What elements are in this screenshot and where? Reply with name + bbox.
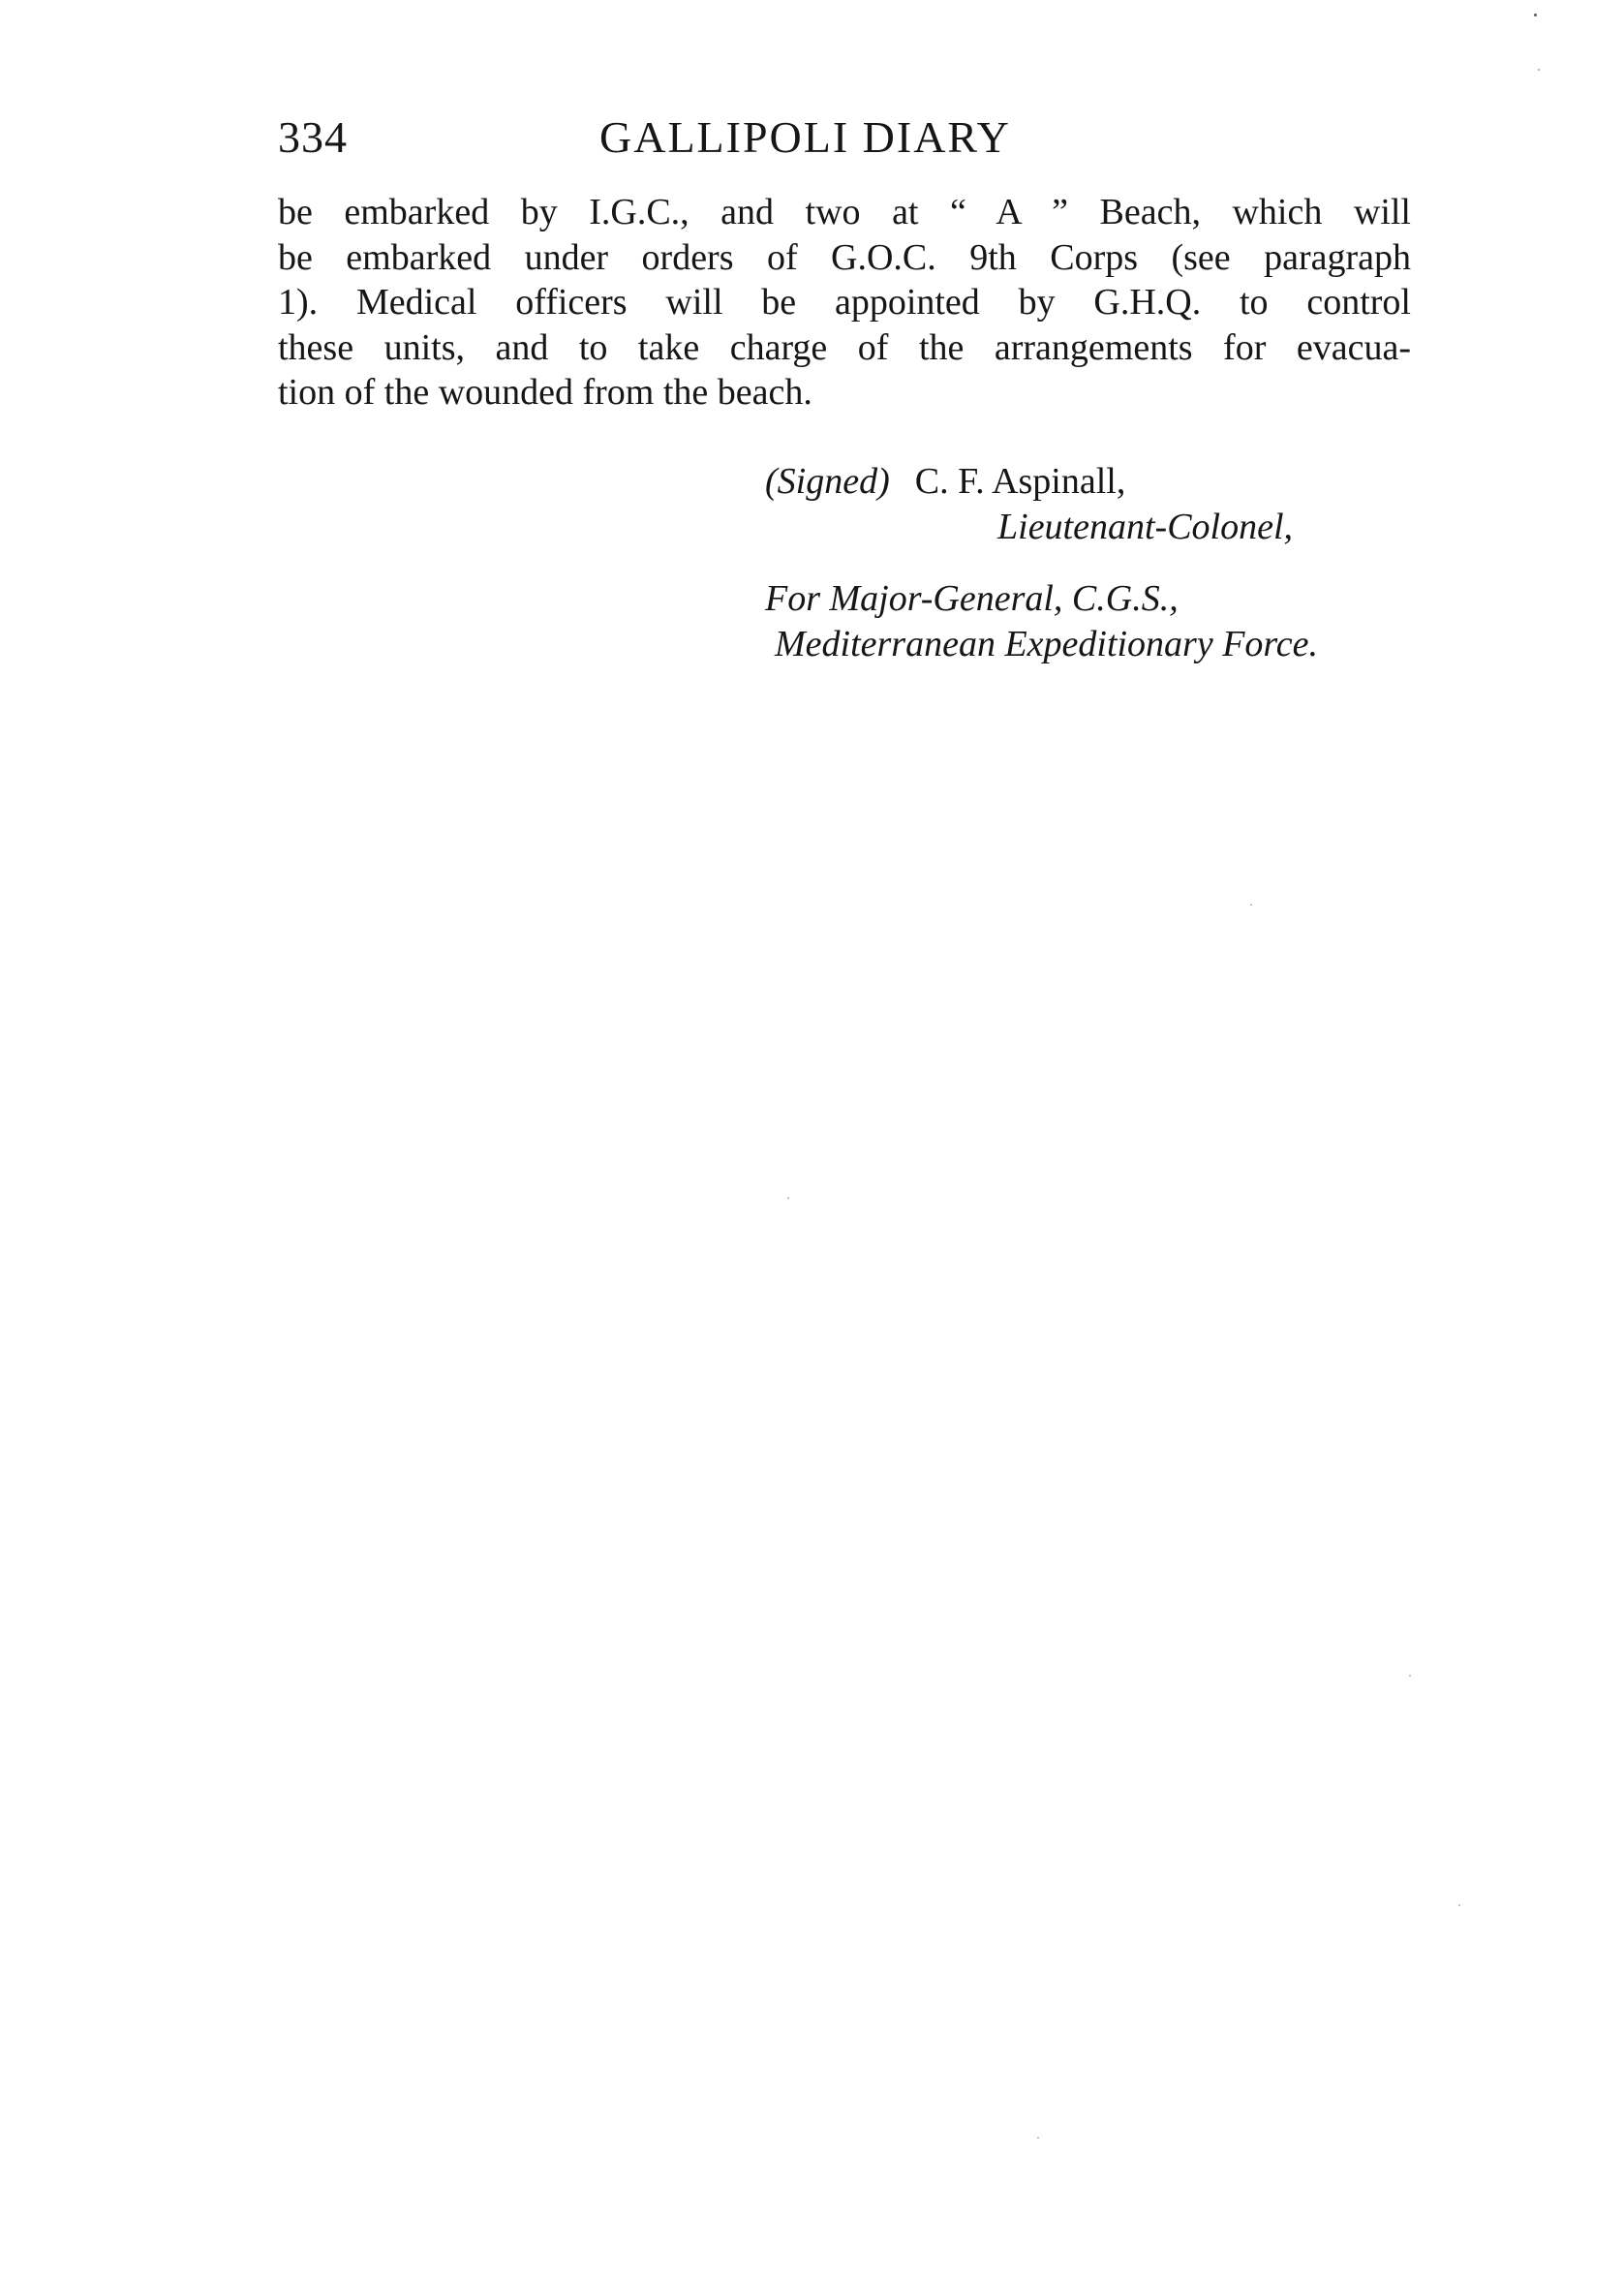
scan-speck bbox=[1250, 904, 1252, 906]
text-line: tion of the wounded from the beach. bbox=[278, 372, 812, 413]
text-line: be embarked under orders of G.O.C. 9th Corps (see paragraph bbox=[278, 236, 1411, 278]
for-line: For Major-General, C.G.S., bbox=[765, 578, 1179, 619]
signature-block bbox=[765, 459, 1443, 666]
signer-rank: Lieutenant-Colonel, bbox=[997, 506, 1294, 547]
scan-speck bbox=[787, 1197, 789, 1199]
page-header bbox=[278, 108, 1411, 167]
force-line: Mediterranean Expeditionary Force. bbox=[775, 623, 1319, 664]
page-number: 334 bbox=[278, 112, 348, 162]
signed-label: (Signed) bbox=[765, 461, 890, 502]
scan-speck bbox=[1534, 14, 1537, 16]
scan-speck bbox=[1037, 2137, 1039, 2139]
scan-speck bbox=[1458, 1904, 1460, 1906]
body-paragraph bbox=[278, 190, 1411, 416]
scan-speck bbox=[1538, 69, 1540, 71]
scan-speck bbox=[1409, 1675, 1411, 1677]
signer-name: C. F. Aspinall, bbox=[914, 461, 1126, 502]
text-line: be embarked by I.G.C., and two at “ A ” Beach, which will bbox=[278, 192, 1411, 232]
signed-line bbox=[765, 459, 1443, 505]
text-line: these units, and to take charge of the arrangements for evacua- bbox=[278, 326, 1411, 368]
running-title: GALLIPOLI DIARY bbox=[599, 112, 1011, 162]
text-line: 1). Medical officers will be appointed by G.H.Q. to control bbox=[278, 282, 1411, 323]
